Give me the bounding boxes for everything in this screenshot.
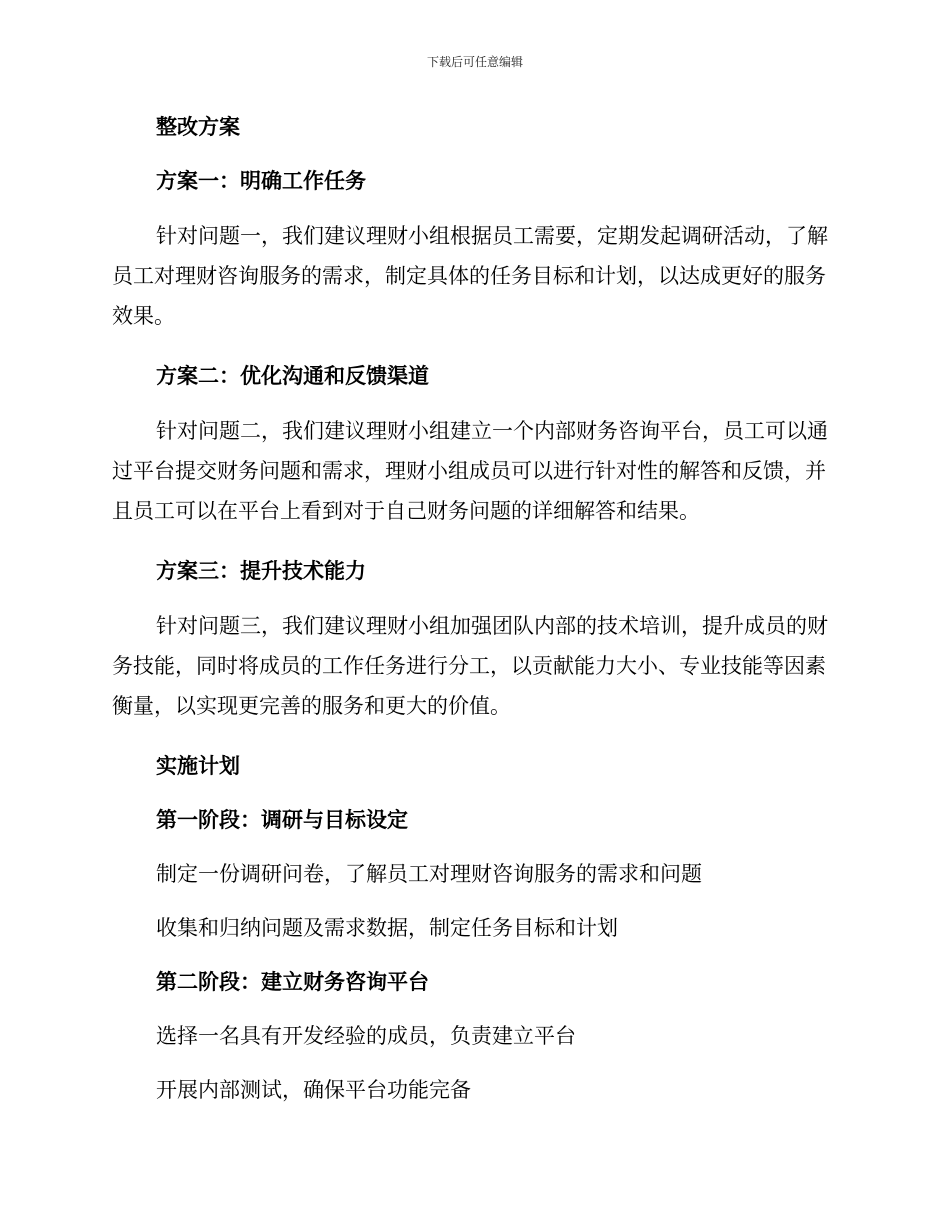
- phase2-item-1: 选择一名具有开发经验的成员，负责建立平台: [156, 1024, 576, 1048]
- plan1-heading: 方案一：明确工作任务: [156, 168, 366, 193]
- section-title-rectification: 整改方案: [156, 114, 240, 139]
- section-title-implementation: 实施计划: [156, 753, 240, 778]
- plan3-paragraph: 针对问题三，我们建议理财小组加强团队内部的技术培训，提升成员的财务技能，同时将成员的工作任务进行分工，以贡献能力大小、专业技能等因素衡量，以实现更完善的服务和更大的价值。: [112, 614, 828, 718]
- phase2-heading: 第二阶段：建立财务咨询平台: [156, 969, 429, 994]
- plan3-heading: 方案三：提升技术能力: [156, 558, 366, 583]
- phase1-item-2: 收集和归纳问题及需求数据，制定任务目标和计划: [156, 916, 618, 940]
- plan2-heading: 方案二：优化沟通和反馈渠道: [156, 363, 429, 388]
- plan1-paragraph: 针对问题一，我们建议理财小组根据员工需要，定期发起调研活动，了解员工对理财咨询服务的需求，制定具体的任务目标和计划，以达成更好的服务效果。: [112, 224, 828, 328]
- document-body: [112, 108, 838, 1109]
- plan2-paragraph: 针对问题二，我们建议理财小组建立一个内部财务咨询平台，员工可以通过平台提交财务问题和需求，理财小组成员可以进行针对性的解答和反馈，并且员工可以在平台上看到对于自己财务问题的详细解答和结果。: [112, 419, 828, 523]
- phase1-item-1: 制定一份调研问卷，了解员工对理财咨询服务的需求和问题: [156, 862, 702, 886]
- header-note: 下载后可任意编辑: [426, 55, 523, 69]
- phase1-heading: 第一阶段：调研与目标设定: [156, 807, 408, 832]
- phase2-item-2: 开展内部测试，确保平台功能完备: [156, 1078, 471, 1102]
